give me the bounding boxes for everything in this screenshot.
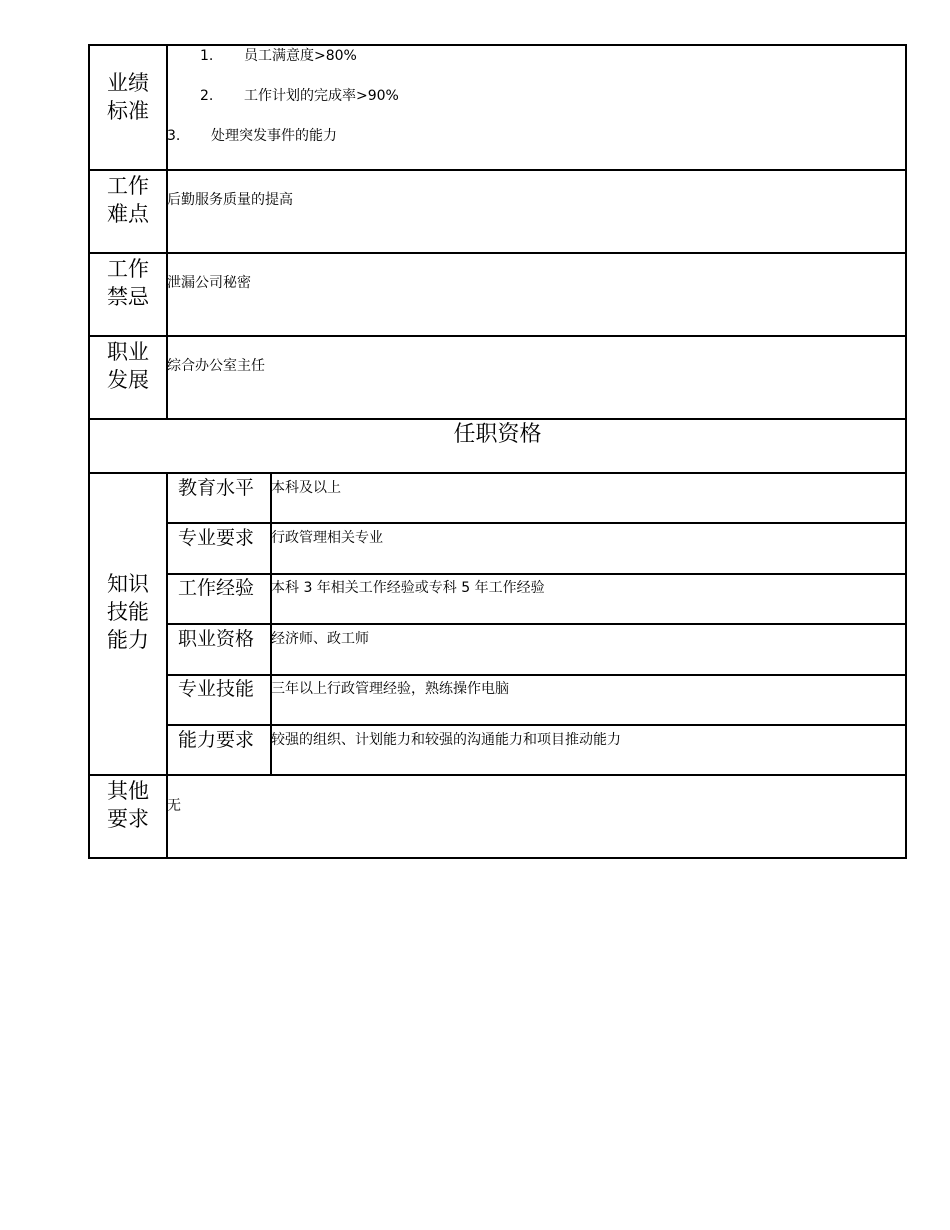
label-line: 业绩 — [107, 71, 149, 95]
other-text: 无 — [167, 798, 181, 814]
label-line: 禁忌 — [107, 285, 149, 309]
row-label-taboo — [90, 255, 166, 311]
label-line: 发展 — [107, 368, 149, 392]
qualification-label: 教育水平 — [178, 477, 255, 499]
qualifications-title: 任职资格 — [453, 422, 542, 447]
qualification-value: 经济师、政工师 — [271, 631, 369, 647]
sub-label-divider — [270, 473, 272, 775]
row-divider — [88, 252, 907, 254]
row-label-career — [90, 338, 166, 394]
label-line: 能力 — [107, 628, 149, 652]
difficulty-text: 后勤服务质量的提高 — [167, 192, 293, 208]
career-text: 综合办公室主任 — [167, 358, 265, 374]
row-label-other — [90, 777, 166, 833]
qualification-label: 工作经验 — [178, 577, 255, 599]
row-divider — [88, 418, 907, 420]
list-item: 员工满意度>80% — [244, 48, 357, 64]
qualification-label: 职业资格 — [178, 628, 255, 650]
list-item: 工作计划的完成率>90% — [244, 88, 399, 104]
qualification-label: 专业技能 — [178, 678, 255, 700]
sub-row-divider — [166, 573, 907, 575]
label-line: 技能 — [107, 600, 149, 624]
label-line: 标准 — [107, 99, 149, 123]
qualification-value: 本科及以上 — [271, 480, 341, 496]
table-border-left — [88, 44, 90, 859]
table-border-bottom — [88, 857, 907, 859]
row-divider — [88, 335, 907, 337]
label-line: 其他 — [107, 779, 149, 803]
qualification-label: 专业要求 — [178, 527, 255, 549]
sub-row-divider — [166, 724, 907, 726]
row-divider — [88, 774, 907, 776]
table-border-right — [905, 44, 907, 859]
label-line: 工作 — [107, 257, 149, 281]
label-line: 难点 — [107, 202, 149, 226]
qualification-value: 行政管理相关专业 — [271, 530, 383, 546]
list-number: 1. — [200, 48, 214, 64]
sub-row-divider — [166, 522, 907, 524]
row-divider — [88, 169, 907, 171]
qualifications-group-label — [90, 570, 166, 654]
row-divider — [88, 472, 907, 474]
list-item: 处理突发事件的能力 — [211, 128, 337, 144]
list-number: 3. — [167, 128, 181, 144]
list-number: 2. — [200, 88, 214, 104]
row-label-difficulty — [90, 172, 166, 228]
label-line: 职业 — [107, 340, 149, 364]
taboo-text: 泄漏公司秘密 — [167, 275, 251, 291]
label-line: 工作 — [107, 174, 149, 198]
table-border-top — [88, 44, 907, 46]
qualification-label: 能力要求 — [178, 729, 255, 751]
job-description-table — [88, 44, 907, 859]
qualification-value: 三年以上行政管理经验，熟练操作电脑 — [271, 681, 509, 697]
sub-row-divider — [166, 674, 907, 676]
qualification-value: 本科 3 年相关工作经验或专科 5 年工作经验 — [271, 580, 545, 596]
qualification-value: 较强的组织、计划能力和较强的沟通能力和项目推动能力 — [271, 732, 621, 748]
label-line: 要求 — [107, 807, 149, 831]
row-label-performance — [90, 69, 166, 125]
label-line: 知识 — [107, 572, 149, 596]
sub-row-divider — [166, 623, 907, 625]
